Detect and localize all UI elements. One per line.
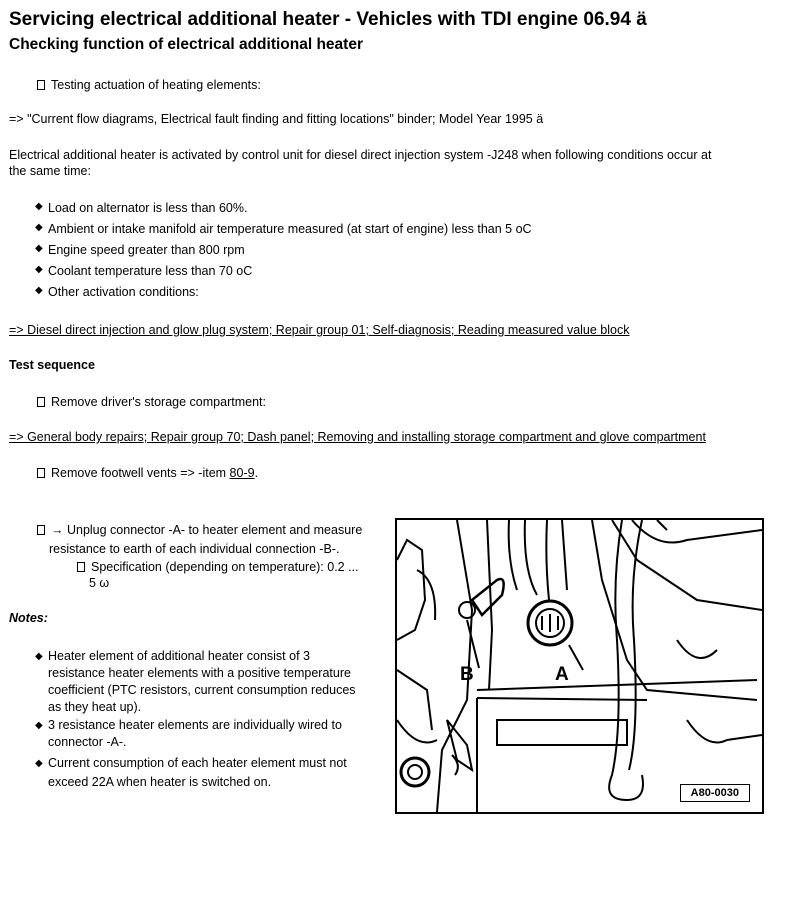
list-item: ◆ Current consumption of each heater element must not exceed 22A when heater is switched on.: [35, 756, 347, 789]
page-title: Servicing electrical additional heater - Vehicles with TDI engine 06.94 ä: [9, 9, 647, 30]
bullet-diamond-icon: ◆: [35, 222, 43, 233]
label-b: B: [460, 664, 474, 685]
step-unplug-line-2: resistance to earth of each individual connection -B-.: [49, 542, 340, 556]
bullet-diamond-icon: ◆: [35, 720, 43, 731]
item-80-9-link[interactable]: 80-9: [229, 466, 255, 480]
list-item: ◆ Load on alternator is less than 60%.: [35, 201, 248, 215]
figure-code: A80-0030: [680, 784, 750, 802]
illustration-drawing: [397, 520, 762, 812]
step-text: Testing actuation of heating elements:: [51, 78, 261, 92]
specification: Specification (depending on temperature): 0.2 ...: [77, 560, 359, 574]
diesel-injection-link[interactable]: => Diesel direct injection and glow plug system; Repair group 01; Self-diagnosis; Reading measured value block: [9, 323, 630, 337]
binder-reference[interactable]: => "Current flow diagrams, Electrical fault finding and fitting locations" binder; Model Year 1995 ä: [9, 112, 544, 126]
intro-line-1: Electrical additional heater is activated by control unit for diesel direct injection system -J248 when following conditions occur at: [9, 148, 712, 162]
step-remove-footwell: Remove footwell vents => -item 80-9.: [37, 466, 258, 480]
intro-line-2: the same time:: [9, 164, 91, 178]
page-subtitle: Checking function of electrical additional heater: [9, 36, 363, 53]
list-item: ◆ Engine speed greater than 800 rpm: [35, 243, 245, 257]
heater-connector-illustration: [395, 518, 764, 814]
bullet-diamond-icon: ◆: [35, 264, 43, 275]
step-unplug-connector: → Unplug connector -A- to heater element and measure: [37, 523, 362, 537]
list-item: ◆ Ambient or intake manifold air temperature measured (at start of engine) less than 5 oC: [35, 222, 532, 236]
checkbox-icon: [37, 80, 45, 90]
label-a: A: [555, 664, 569, 685]
step-remove-storage: Remove driver's storage compartment:: [37, 395, 266, 409]
specification-line-2: 5 ω: [89, 576, 110, 590]
bullet-diamond-icon: ◆: [35, 651, 43, 662]
checkbox-icon: [77, 562, 85, 572]
checkbox-icon: [37, 397, 45, 407]
checkbox-icon: [37, 468, 45, 478]
bullet-diamond-icon: ◆: [35, 201, 43, 212]
list-item: ◆ Heater element of additional heater consist of 3 resistance heater elements with a positive temperature coefficient (PTC resistors, current consumption reduces as they heat up).: [35, 649, 356, 714]
bullet-diamond-icon: ◆: [35, 243, 43, 254]
list-item: ◆ Other activation conditions:: [35, 285, 199, 299]
bullet-diamond-icon: ◆: [35, 758, 43, 769]
notes-heading: Notes:: [9, 611, 48, 625]
body-repairs-link[interactable]: => General body repairs; Repair group 70; Dash panel; Removing and installing storage compartment and glove compartment: [9, 430, 706, 444]
list-item: ◆ 3 resistance heater elements are individually wired to connector -A-.: [35, 718, 342, 749]
test-sequence-heading: Test sequence: [9, 358, 95, 372]
checkbox-icon: [37, 525, 45, 535]
bullet-diamond-icon: ◆: [35, 285, 43, 296]
step-testing-actuation: [37, 78, 261, 92]
list-item: ◆ Coolant temperature less than 70 oC: [35, 264, 253, 278]
